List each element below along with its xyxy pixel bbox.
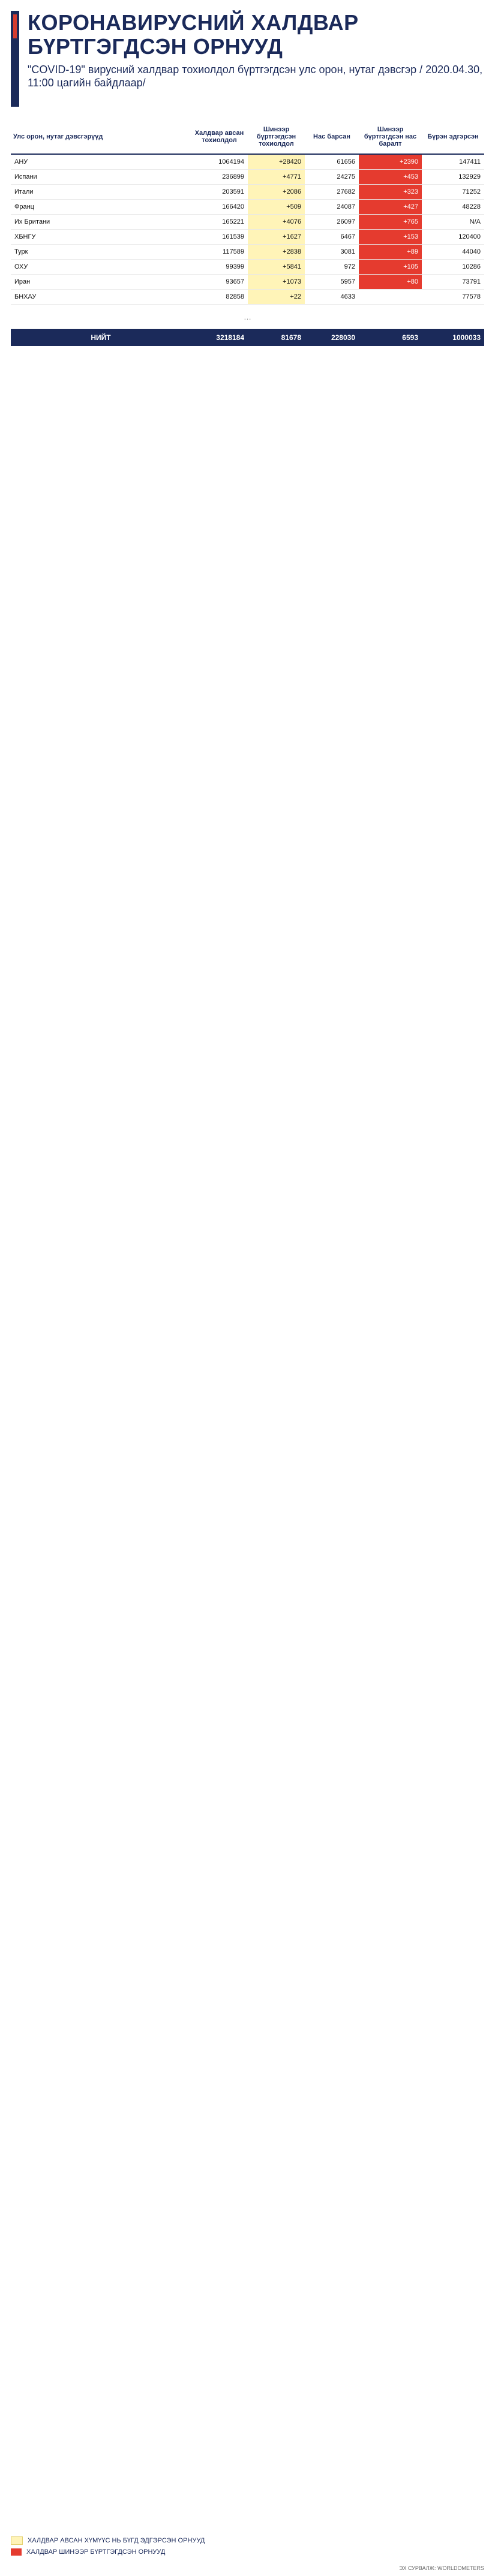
cell-cases: 117589 [223,248,244,255]
cell-new-cases: +28420 [248,155,305,169]
cell-new-deaths: +765 [359,215,422,229]
cell-recovered: 77578 [462,293,481,300]
cell-country: АНУ [14,158,28,165]
cell-new-cases: +1073 [248,275,305,289]
cell-cases: 93657 [226,278,244,285]
page-header [0,0,495,120]
cell-new-deaths: +153 [359,230,422,244]
cell-new-deaths: +453 [359,170,422,184]
legend-label-new-cases: ХАЛДВАР ШИНЭЭР БҮРТГЭГДСЭН ОРНУУД [26,2548,166,2556]
legend-swatch-red [11,2548,22,2556]
column-header-deaths: Нас барсан [313,133,350,140]
page-subtitle: "COVID-19" вирусний халдвар тохиолдол бүртгэгдсэн улс орон, нутаг дэвсгэр / 2020.04.30, 11:00 цагийн байдлаар/ [28,64,483,89]
cell-cases: 99399 [226,263,244,270]
cell-new-cases: +1627 [248,230,305,244]
table-row [11,290,484,305]
cell-country: Турк [14,248,28,255]
cell-new-cases: +22 [248,290,305,304]
cell-country: Франц [14,203,34,210]
cell-country: Итали [14,188,34,195]
cell-cases: 161539 [222,233,244,240]
legend-item-all-recovered [11,2536,484,2545]
cell-recovered: 10286 [462,263,481,270]
table-row [11,275,484,290]
table-row [11,170,484,185]
cell-recovered: 44040 [462,248,481,255]
column-header-new-cases: Шинээр бүртгэгдсэн тохиолдол [256,126,296,148]
cell-new-cases: +4076 [248,215,305,229]
cell-deaths: 24275 [337,173,355,180]
cell-deaths: 27682 [337,188,355,195]
cell-country: ОХУ [14,263,28,270]
column-header-recovered: Бүрэн эдгэрсэн [427,133,479,140]
total-row [11,329,484,346]
cell-country: Иран [14,278,31,285]
cell-deaths: 24087 [337,203,355,210]
cell-country: Их Британи [14,218,50,225]
table-row [11,185,484,200]
cell-deaths: 6467 [340,233,355,240]
cell-country: Испани [14,173,37,180]
page-title: КОРОНАВИРУСНИЙ ХАЛДВАР БҮРТГЭГДСЭН ОРНУУД [28,10,359,59]
cell-deaths: 972 [344,263,355,270]
cell-cases: 236899 [222,173,244,180]
cell-new-deaths [359,290,422,304]
table-row [11,200,484,215]
total-new-cases: 81678 [281,333,301,342]
cell-deaths: 5957 [340,278,355,285]
table-row [11,245,484,260]
source-credit: ЭХ СУРВАЛЖ: WORLDOMETERS [399,2565,484,2571]
table-header [11,120,484,155]
cell-new-deaths: +89 [359,245,422,259]
cell-new-cases: +2838 [248,245,305,259]
cell-new-deaths: +323 [359,185,422,199]
cell-deaths: 61656 [337,158,355,165]
cell-country: БНХАУ [14,293,37,300]
table-ellipsis: … [11,305,484,329]
cell-recovered: 48228 [462,203,481,210]
table-row [11,155,484,170]
table-body [11,155,484,346]
cell-new-deaths: +427 [359,200,422,214]
total-new-deaths: 6593 [402,333,418,342]
total-label: НИЙТ [91,333,111,342]
cell-recovered: 71252 [462,188,481,195]
cell-cases: 166420 [222,203,244,210]
legend [11,2536,484,2572]
cell-recovered: 132929 [458,173,481,180]
cases-table [11,120,484,2530]
column-header-new-deaths: Шинээр бүртгэгдсэн нас баралт [364,126,417,148]
cell-new-deaths: +80 [359,275,422,289]
legend-label-all-recovered: ХАЛДВАР АВСАН ХҮМҮҮС НЬ БҮГД ЭДГЭРСЭН ОРНУУД [28,2537,205,2544]
total-deaths: 228030 [331,333,355,342]
cell-new-cases: +2086 [248,185,305,199]
cell-deaths: 4633 [340,293,355,300]
legend-swatch-yellow [11,2536,23,2545]
cell-cases: 203591 [222,188,244,195]
column-header-country: Улс орон, нутаг дэвсгэрүүд [13,133,103,140]
table-row [11,215,484,230]
cell-cases: 1064194 [218,158,244,165]
cell-recovered: 73791 [462,278,481,285]
column-header-cases: Халдвар авсан тохиолдол [194,130,244,144]
cell-new-deaths: +105 [359,260,422,274]
cell-new-cases: +4771 [248,170,305,184]
cell-new-deaths: +2390 [359,155,422,169]
legend-item-new-cases [11,2548,484,2556]
cell-new-cases: +509 [248,200,305,214]
total-recovered: 1000033 [452,333,481,342]
cell-recovered: 147411 [459,158,481,165]
cell-new-cases: +5841 [248,260,305,274]
total-cases: 3218184 [216,333,244,342]
cell-recovered: 120400 [458,233,481,240]
table-row [11,230,484,245]
cell-country: ХБНГУ [14,233,36,240]
table-row [11,260,484,275]
cell-cases: 82858 [226,293,244,300]
cell-recovered: N/A [469,218,481,225]
logo-mark [11,11,19,107]
cell-deaths: 3081 [340,248,355,255]
cell-deaths: 26097 [337,218,355,225]
cell-cases: 165221 [222,218,244,225]
